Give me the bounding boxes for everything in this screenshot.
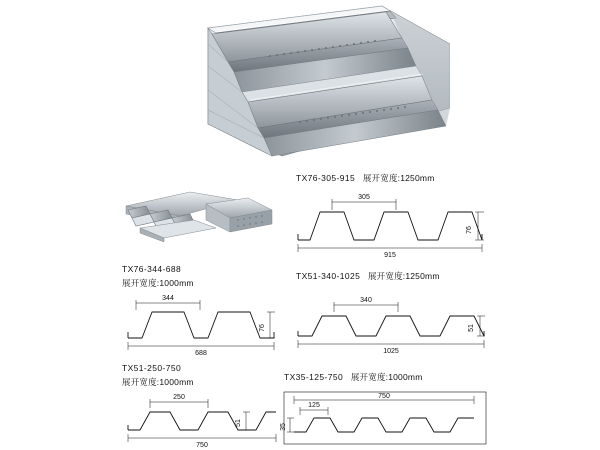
main-deck-photo [150,4,450,159]
width-tx76-344-688-wrap [122,277,194,289]
dim-height-4: 51 [235,419,242,427]
drawing-tx51-250-750 [118,390,282,448]
width-tx76-305-915: 展开宽度:1250mm [362,173,435,183]
code-tx35-125-750: TX35-125-750 [284,372,344,382]
dim-height-1: 76 [466,226,473,234]
dim-pitch-4: 250 [173,394,185,401]
dim-pitch-5: 125 [308,402,320,409]
label-tx76-305-915 [296,172,434,184]
dim-pitch-3: 340 [360,297,372,304]
width-tx51-340-1025: 展开宽度:1250mm [367,271,440,281]
width-tx51-250-750-wrap [122,376,194,388]
secondary-deck-photo [120,180,280,250]
drawing-tx51-340-1025 [292,288,488,354]
drawing-tx76-305-915 [292,188,488,258]
dim-cover-2: 688 [195,350,207,356]
code-tx76-305-915: TX76-305-915 [296,173,356,183]
dim-cover-5: 750 [378,393,390,400]
dim-height-2: 76 [259,324,266,332]
width-tx51-250-750: 展开宽度:1000mm [122,377,194,387]
dim-height-5: 35 [280,423,287,431]
dim-cover-1: 915 [384,252,396,258]
drawing-tx76-344-688 [118,290,282,356]
label-tx35-125-750 [284,371,422,383]
dim-pitch-1: 305 [358,194,370,201]
label-tx51-340-1025 [296,270,440,282]
dim-cover-3: 1025 [383,348,399,354]
label-tx51-250-750 [122,363,181,373]
dim-cover-4: 750 [196,442,208,448]
dim-height-3: 51 [468,324,475,332]
code-tx51-250-750: TX51-250-750 [122,363,182,373]
width-tx35-125-750: 展开宽度:1000mm [350,372,423,382]
drawing-tx35-125-750 [280,388,490,448]
code-tx76-344-688: TX76-344-688 [122,264,182,274]
width-tx76-344-688: 展开宽度:1000mm [122,278,194,288]
label-tx76-344-688 [122,264,181,274]
dim-pitch-2: 344 [162,295,174,302]
code-tx51-340-1025: TX51-340-1025 [296,271,361,281]
